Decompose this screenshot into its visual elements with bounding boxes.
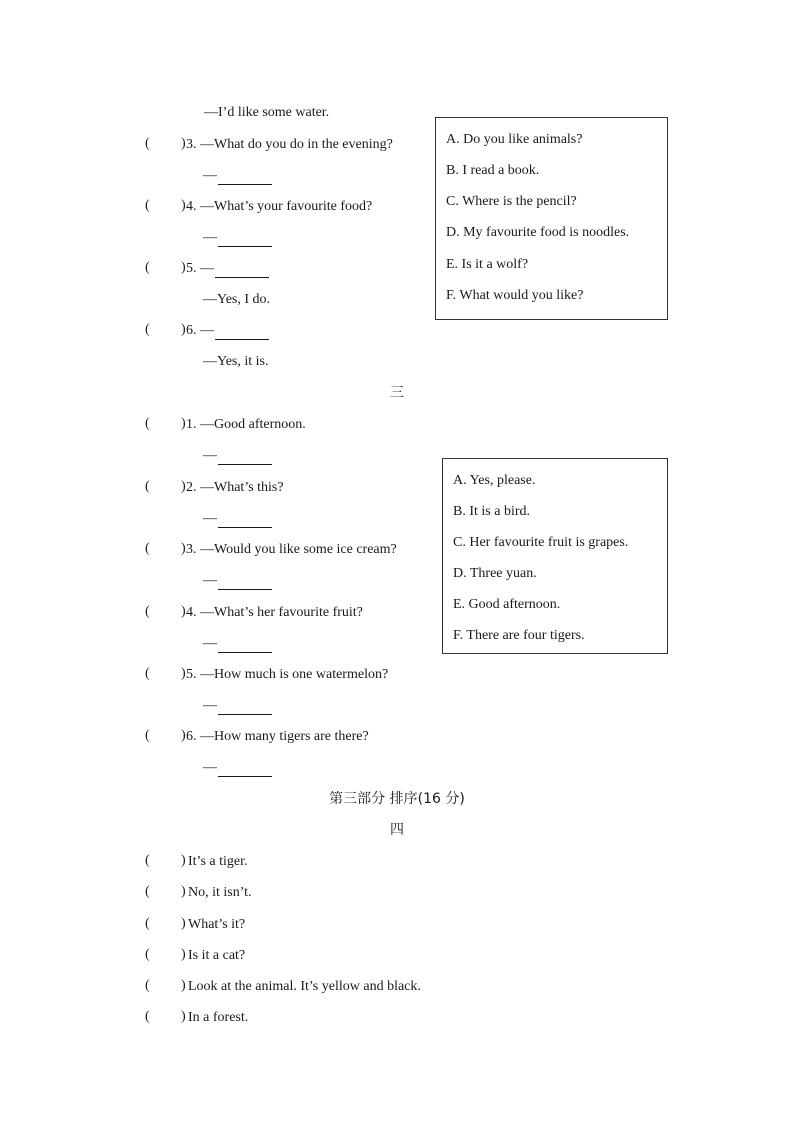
- question-line: 5. —How much is one watermelon?: [186, 667, 389, 682]
- answer-line[interactable]: —: [203, 697, 272, 715]
- answer-blank: [218, 575, 272, 590]
- section-heading: 四: [390, 822, 404, 838]
- option-f: F. There are four tigers.: [453, 628, 585, 643]
- answer-blank: [218, 700, 272, 715]
- option-a: A. Yes, please.: [453, 473, 536, 488]
- answer-line[interactable]: —: [203, 759, 272, 777]
- option-c: C. Where is the pencil?: [446, 194, 577, 209]
- option-d: D. My favourite food is noodles.: [446, 225, 630, 240]
- answer-blank: [215, 263, 269, 278]
- dialogue-line: —I’d like some water.: [204, 105, 330, 120]
- option-b: B. It is a bird.: [453, 504, 530, 519]
- answer-line: —Yes, it is.: [203, 354, 269, 369]
- answer-line: —Yes, I do.: [203, 292, 271, 307]
- answer-blank: [218, 170, 272, 185]
- ordering-item: It’s a tiger.: [188, 854, 248, 869]
- answer-line[interactable]: —: [203, 510, 272, 528]
- answer-blank: [218, 638, 272, 653]
- part-title: 第三部分 排序(16 分): [329, 791, 465, 807]
- answer-blank: [215, 325, 269, 340]
- option-e: E. Good afternoon.: [453, 597, 561, 612]
- options-box: [435, 117, 668, 320]
- question-line: 1. —Good afternoon.: [186, 417, 306, 432]
- question-line[interactable]: 6. —: [186, 322, 269, 340]
- answer-line[interactable]: —: [203, 635, 272, 653]
- answer-line[interactable]: —: [203, 229, 272, 247]
- option-d: D. Three yuan.: [453, 566, 537, 581]
- answer-blank: [218, 450, 272, 465]
- question-line: 3. —Would you like some ice cream?: [186, 542, 397, 557]
- answer-line[interactable]: —: [203, 572, 272, 590]
- ordering-item: In a forest.: [188, 1010, 249, 1025]
- question-line[interactable]: 5. —: [186, 260, 269, 278]
- answer-blank: [218, 762, 272, 777]
- question-line: 2. —What’s this?: [186, 480, 284, 495]
- question-line: 3. —What do you do in the evening?: [186, 137, 393, 152]
- ordering-item: No, it isn’t.: [188, 885, 252, 900]
- ordering-item: What’s it?: [188, 917, 246, 932]
- option-f: F. What would you like?: [446, 288, 584, 303]
- answer-blank: [218, 513, 272, 528]
- answer-line[interactable]: —: [203, 447, 272, 465]
- question-line: 4. —What’s her favourite fruit?: [186, 605, 363, 620]
- question-line: 4. —What’s your favourite food?: [186, 199, 373, 214]
- options-box: [442, 458, 668, 654]
- ordering-item: Is it a cat?: [188, 948, 246, 963]
- answer-blank: [218, 232, 272, 247]
- option-b: B. I read a book.: [446, 163, 540, 178]
- option-e: E. Is it a wolf?: [446, 257, 529, 272]
- question-line: 6. —How many tigers are there?: [186, 729, 369, 744]
- option-a: A. Do you like animals?: [446, 132, 583, 147]
- ordering-item: Look at the animal. It’s yellow and black.: [188, 979, 421, 994]
- answer-line[interactable]: —: [203, 167, 272, 185]
- section-heading: 三: [390, 385, 404, 401]
- option-c: C. Her favourite fruit is grapes.: [453, 535, 629, 550]
